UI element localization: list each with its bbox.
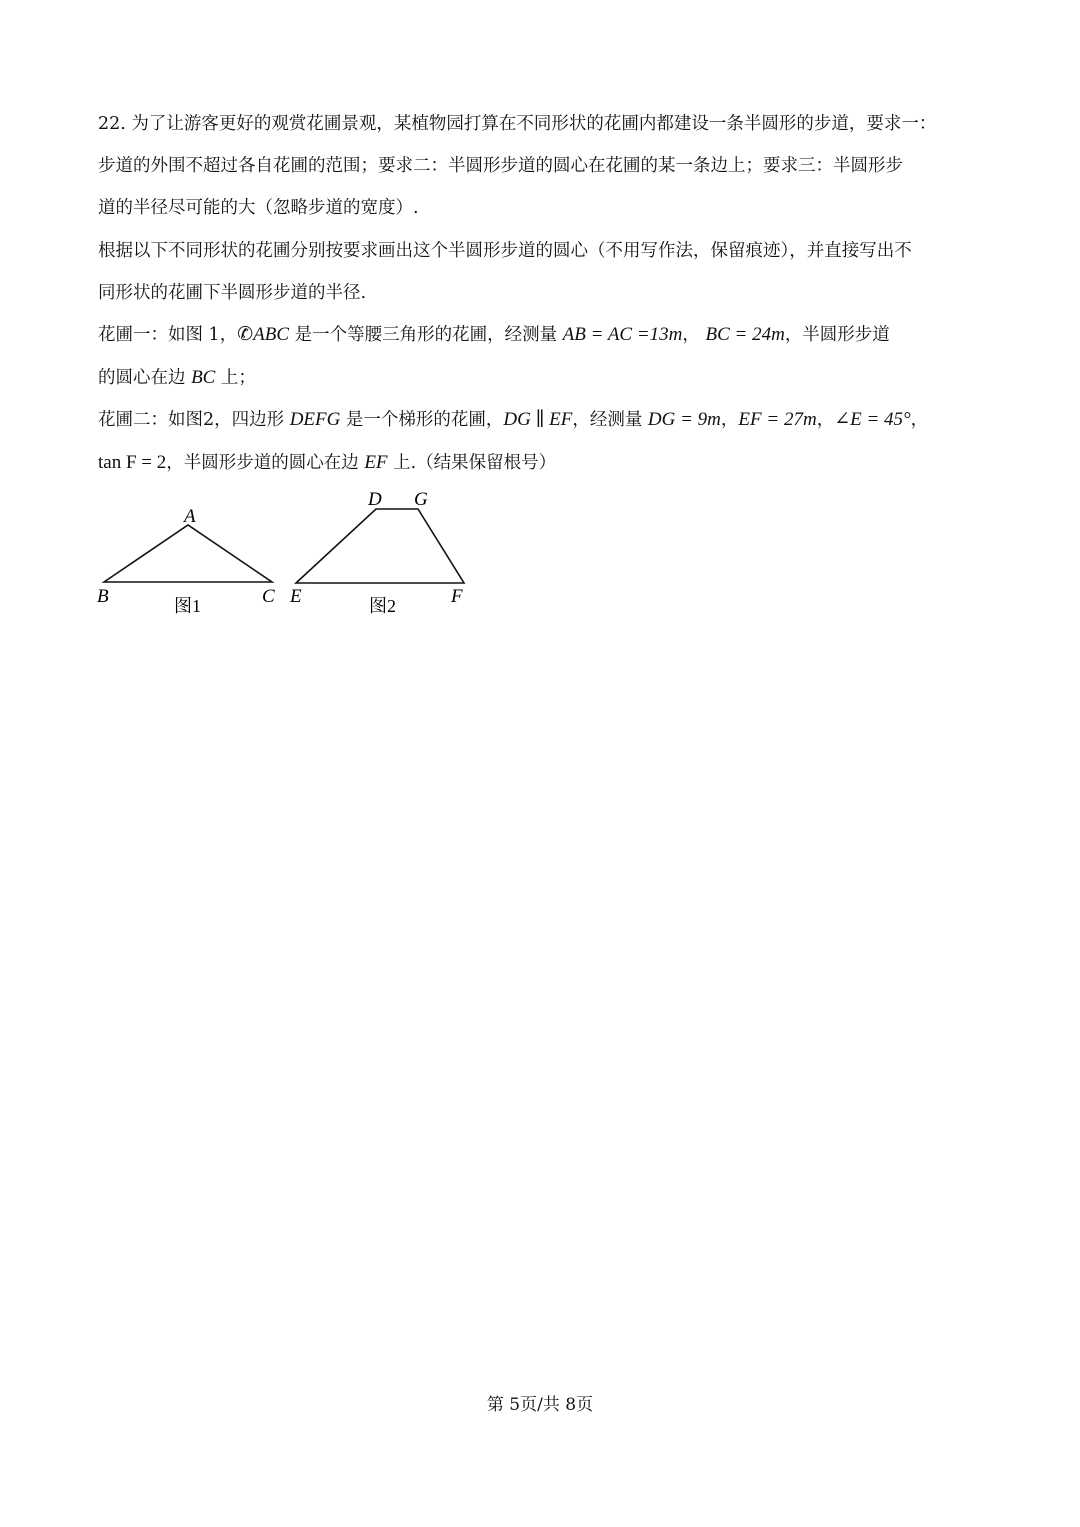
bed2-intro: 花圃二：如图2，四边形 [98, 410, 290, 430]
problem-line-1: 22. 为了让游客更好的观赏花圃景观，某植物园打算在不同形状的花圃内都建设一条半圆形的步道，要求一： [98, 114, 937, 134]
triangle-name: ABC [253, 324, 290, 345]
bed2-eq-dg: DG = 9m [647, 409, 721, 430]
bed2-sep-2: ， [816, 410, 835, 430]
problem-line-5: 同形状的花圃下半圆形步道的半径. [98, 283, 367, 303]
problem-line-4: 根据以下不同形状的花圃分别按要求画出这个半圆形步道的圆心（不用写作法，保留痕迹），并直接写出不 [98, 241, 912, 261]
bed1-line-1 [98, 323, 890, 347]
bed2-tan: tan F = 2 [98, 452, 167, 473]
bed1-eq-ab-ac: AB = AC =13m [562, 324, 683, 345]
bed2-end-1: ， [910, 410, 929, 430]
bed2-text-a: 是一个梯形的花圃， [340, 410, 504, 430]
figure-2 [289, 489, 464, 616]
problem-line-2: 步道的外围不超过各自花圃的范围；要求二：半圆形步道的圆心在花圃的某一条边上；要求三：半圆形步 [98, 156, 903, 176]
bed1-line-2 [98, 366, 256, 390]
label-c: C [262, 586, 275, 607]
bed2-text-b: ，经测量 [572, 410, 648, 430]
label-d: D [368, 489, 382, 510]
figure-2-caption: 图2 [369, 596, 396, 616]
bed1-intro: 花圃一：如图 1， [98, 325, 238, 345]
bed1-edge: BC [191, 367, 216, 388]
label-g: G [414, 489, 428, 510]
problem-line-3: 道的半径尽可能的大（忽略步道的宽度）. [98, 198, 419, 218]
figure-1 [97, 506, 275, 616]
triangle-symbol: ✆ [237, 324, 254, 345]
figures [92, 484, 492, 624]
label-a: A [184, 506, 196, 527]
bed2-parallel: DG ∥ EF [503, 409, 573, 430]
bed2-sep-1: ， [720, 410, 739, 430]
label-f: F [451, 586, 463, 607]
page-footer: 第 5页/共 8页 [486, 1395, 594, 1415]
bed2-edge: EF [364, 452, 388, 473]
bed2-eq-ef: EF = 27m [738, 409, 817, 430]
bed1-eq-bc: BC = 24m [705, 324, 785, 345]
label-b: B [97, 586, 109, 607]
bed1-text-b: ，半圆形步道 [784, 325, 890, 345]
trapezoid-defg [296, 509, 464, 583]
bed2-eq-angle-e: ∠E = 45° [834, 409, 911, 430]
bed1-separator: ， [682, 325, 706, 345]
quad-name: DEFG [289, 409, 341, 430]
bed2-line-2 [98, 451, 556, 475]
bed2-line-1 [98, 408, 928, 432]
triangle-abc [104, 525, 272, 582]
figures-svg [92, 484, 492, 624]
label-e: E [290, 586, 302, 607]
bed1-line2-post: 上； [215, 368, 256, 388]
figure-1-caption: 图1 [174, 596, 201, 616]
bed1-text-a: 是一个等腰三角形的花圃，经测量 [289, 325, 563, 345]
bed2-text-d: 上.（结果保留根号） [387, 453, 557, 473]
bed2-text-c: ，半圆形步道的圆心在边 [166, 453, 365, 473]
bed1-line2-pre: 的圆心在边 [98, 368, 192, 388]
